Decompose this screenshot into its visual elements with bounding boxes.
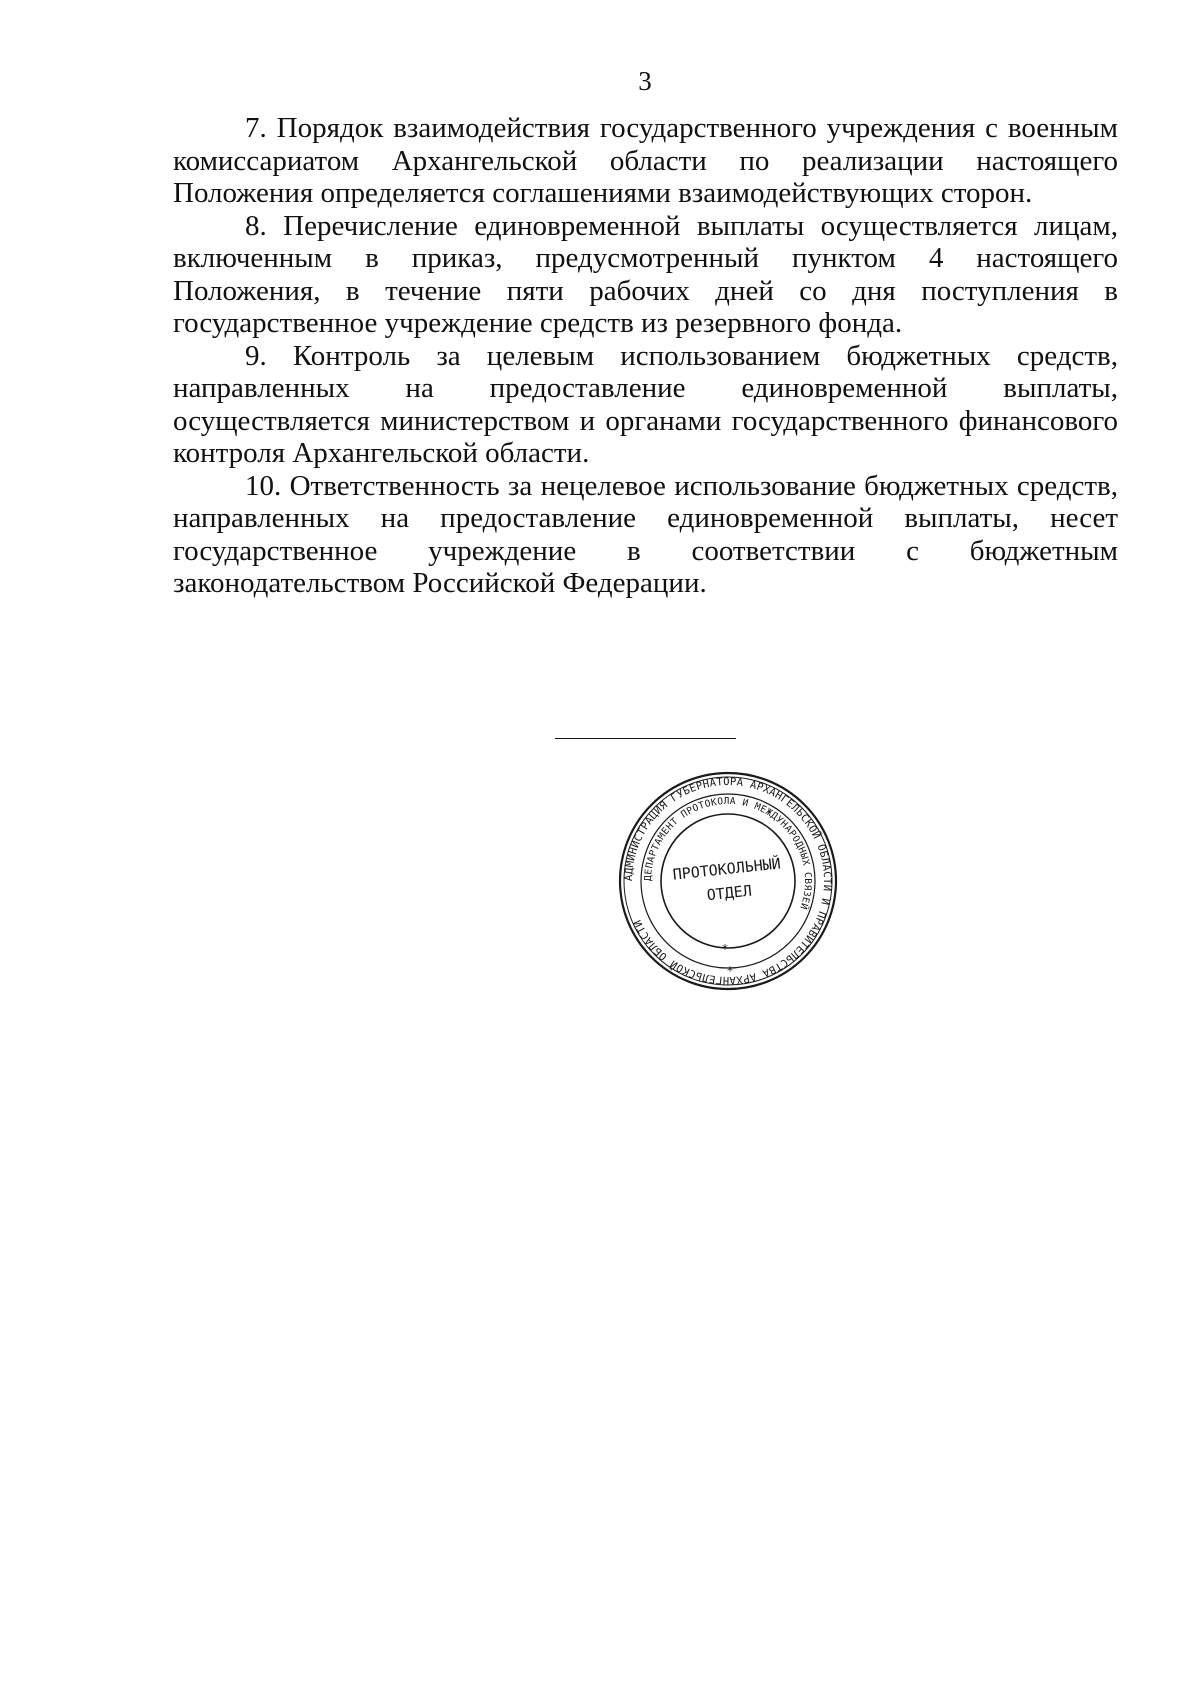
stamp-star-bottom: * <box>727 964 733 978</box>
stamp-outer-ring-text: АДМИНИСТРАЦИЯ ГУБЕРНАТОРА АРХАНГЕЛЬСКОЙ ОБЛАСТИ И ПРАВИТЕЛЬСТВА АРХАНГЕЛЬСКОЙ ОБЛАСТИ <box>622 775 834 987</box>
stamp-star-top: * <box>722 942 728 956</box>
paragraph-7: 7. Порядок взаимодействия государственного учреждения с военным комиссариатом Архангельской области по реализации настоящего Положения определяется соглашениями взаимодействующих сторон. <box>173 112 1118 209</box>
page-number: 3 <box>638 66 652 96</box>
stamp-center-line-2: ОТДЕЛ <box>705 881 753 905</box>
end-of-text-rule <box>555 738 736 739</box>
paragraph-10: 10. Ответственность за нецелевое использование бюджетных средств, направленных на предоставление единовременной выплаты, несет государственное учреждение в соответствии с бюджетным законодательством Российской Федерации. <box>173 469 1118 599</box>
stamp-seal-graphic <box>617 770 839 992</box>
stamp-inner-ring-text: ДЕПАРТАМЕНТ ПРОТОКОЛА И МЕЖДУНАРОДНЫХ СВЯЗЕЙ <box>642 795 814 911</box>
paragraph-8: 8. Перечисление единовременной выплаты осуществляется лицам, включенным в приказ, предусмотренный пунктом 4 настоящего Положения, в течение пяти рабочих дней со дня поступления в государственное учреждение средств из резервного фонда. <box>173 209 1118 339</box>
official-stamp <box>617 770 839 992</box>
document-body <box>173 112 1118 600</box>
stamp-center-line-1: ПРОТОКОЛЬНЫЙ <box>671 854 782 884</box>
paragraph-9: 9. Контроль за целевым использованием бюджетных средств, направленных на предоставление единовременной выплаты, осуществляется министерством и органами государственного финансового контроля Архангельской области. <box>173 339 1118 469</box>
